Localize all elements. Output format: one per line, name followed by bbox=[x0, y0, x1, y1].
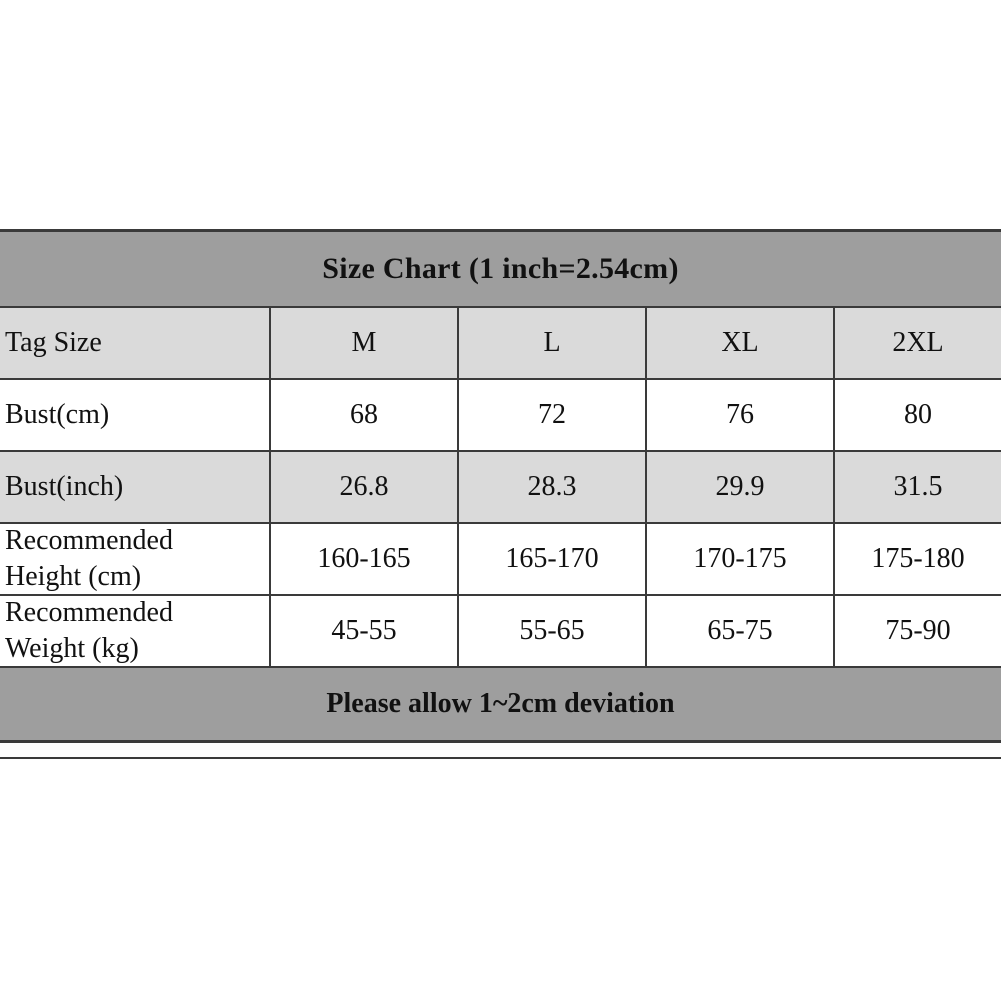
table-cell: 28.3 bbox=[459, 452, 647, 522]
size-2xl-header: 2XL bbox=[892, 327, 944, 358]
table-cell: 72 bbox=[459, 380, 647, 450]
bottom-divider bbox=[0, 757, 1001, 759]
table-row bbox=[0, 596, 1001, 668]
row-label-bust-inch: Bust(inch) bbox=[0, 452, 271, 522]
table-cell: 26.8 bbox=[271, 452, 459, 522]
table-cell: 80 bbox=[904, 399, 932, 430]
table-cell: 31.5 bbox=[893, 471, 943, 502]
header-row bbox=[0, 308, 1001, 380]
size-xl-header: XL bbox=[647, 308, 835, 378]
row-label-height: Recommended Height (cm) bbox=[0, 524, 271, 594]
table-cell: 170-175 bbox=[647, 524, 835, 594]
table-cell: 76 bbox=[647, 380, 835, 450]
row-label-bust-cm: Bust(cm) bbox=[0, 380, 271, 450]
chart-title: Size Chart (1 inch=2.54cm) bbox=[0, 232, 1001, 308]
table-cell: 45-55 bbox=[271, 596, 459, 666]
deviation-note: Please allow 1~2cm deviation bbox=[0, 668, 1001, 740]
tag-size-label: Tag Size bbox=[0, 308, 271, 378]
table-row bbox=[0, 524, 1001, 596]
table-cell: 65-75 bbox=[647, 596, 835, 666]
table-cell: 68 bbox=[271, 380, 459, 450]
table-cell: 55-65 bbox=[459, 596, 647, 666]
table-cell: 160-165 bbox=[271, 524, 459, 594]
table-cell: 175-180 bbox=[871, 543, 965, 574]
size-chart-table bbox=[0, 229, 1001, 743]
row-label-weight: Recommended Weight (kg) bbox=[0, 596, 271, 666]
table-cell: 75-90 bbox=[885, 615, 951, 646]
table-row bbox=[0, 452, 1001, 524]
size-m-header: M bbox=[271, 308, 459, 378]
table-cell: 29.9 bbox=[647, 452, 835, 522]
table-cell: 165-170 bbox=[459, 524, 647, 594]
size-l-header: L bbox=[459, 308, 647, 378]
table-row bbox=[0, 380, 1001, 452]
